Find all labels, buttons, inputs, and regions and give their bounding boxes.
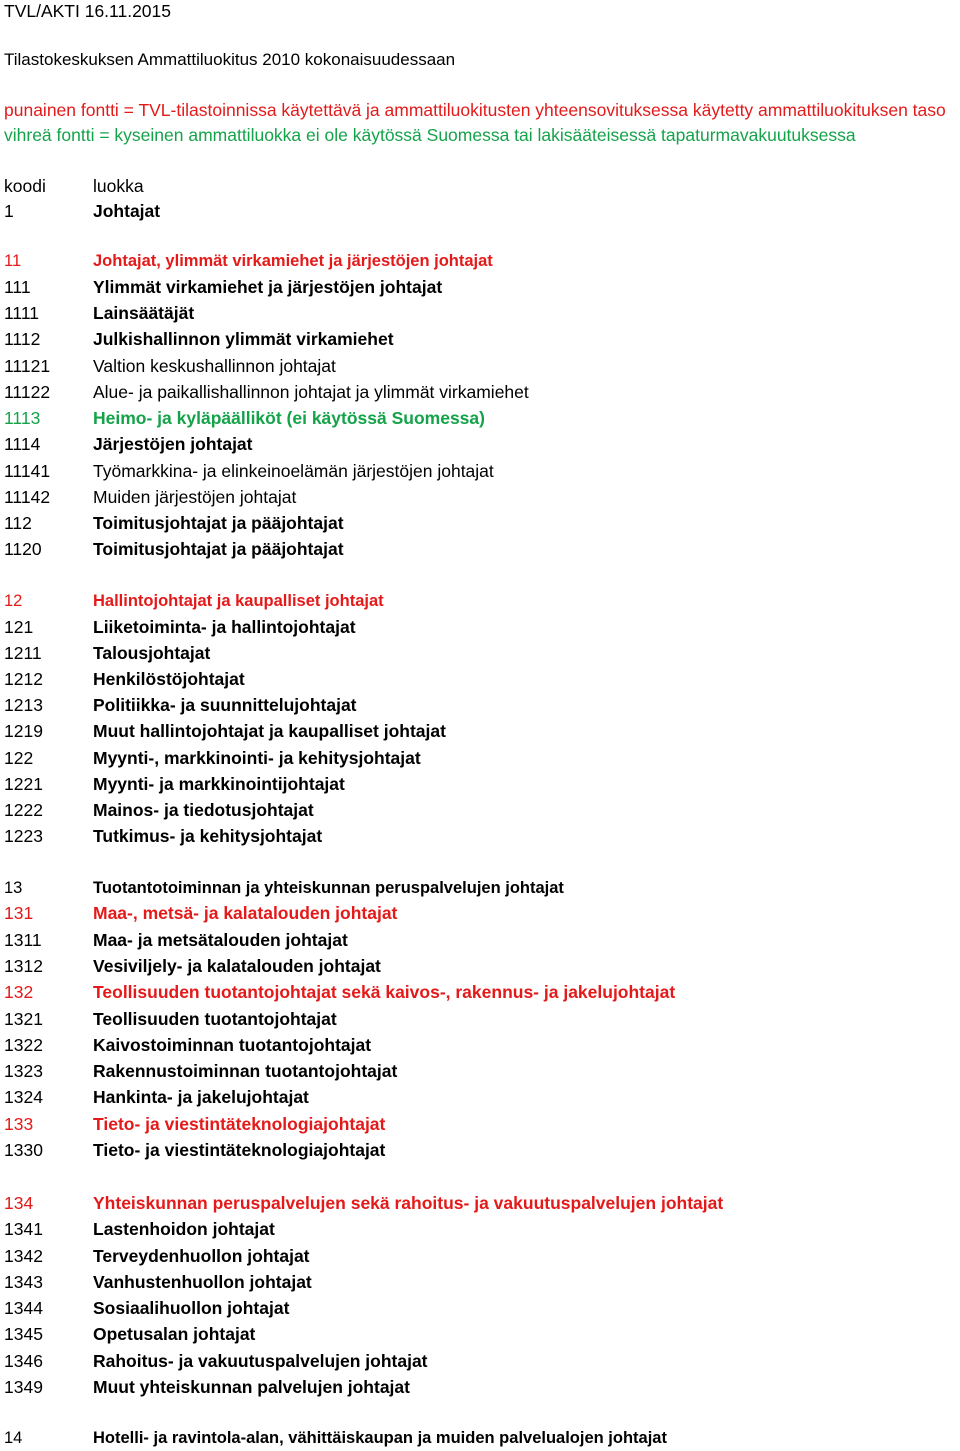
item-code: 1324: [4, 1087, 43, 1107]
item-name: Teollisuuden tuotantojohtajat sekä kaivos-, rakennus- ja jakelujohtajat: [93, 982, 676, 1002]
item-code: 134: [4, 1193, 34, 1213]
item-name: Johtajat, ylimmät virkamiehet ja järjestöjen johtajat: [93, 252, 493, 270]
item-code: 11121: [4, 356, 51, 376]
item-code: 133: [4, 1114, 34, 1134]
item-name: Mainos- ja tiedotusjohtajat: [93, 800, 314, 820]
item-name: Järjestöjen johtajat: [93, 434, 253, 454]
item-code: 132: [4, 982, 34, 1002]
item-code: 1111: [4, 303, 40, 323]
item-name: Valtion keskushallinnon johtajat: [93, 356, 336, 376]
item-name: Talousjohtajat: [93, 643, 211, 663]
item-name: Yhteiskunnan peruspalvelujen sekä rahoitus- ja vakuutuspalvelujen johtajat: [93, 1193, 724, 1213]
item-code: 1349: [4, 1377, 43, 1397]
column-header-code: koodi: [4, 176, 46, 196]
item-name: Maa-, metsä- ja kalatalouden johtajat: [93, 903, 398, 923]
item-code: 1345: [4, 1324, 43, 1344]
item-code: 131: [4, 903, 34, 923]
item-name: Ylimmät virkamiehet ja järjestöjen johtajat: [93, 277, 443, 297]
item-code: 1222: [4, 800, 43, 820]
item-name: Työmarkkina- ja elinkeinoelämän järjestöjen johtajat: [93, 461, 494, 481]
legend-green: vihreä fontti = kyseinen ammattiluokka ei ole käytössä Suomessa tai lakisääteisessä tapaturmavakuutuksessa: [4, 125, 856, 145]
item-code: 1342: [4, 1246, 43, 1266]
item-name: Toimitusjohtajat ja pääjohtajat: [93, 539, 344, 559]
item-code: 1: [4, 201, 14, 221]
item-code: 1321: [4, 1009, 43, 1029]
item-name: Johtajat: [93, 201, 161, 221]
item-name: Maa- ja metsätalouden johtajat: [93, 930, 348, 950]
item-name: Liiketoiminta- ja hallintojohtajat: [93, 617, 356, 637]
item-name: Lainsäätäjät: [93, 303, 195, 323]
item-name: Politiikka- ja suunnittelujohtajat: [93, 695, 357, 715]
item-name: Terveydenhuollon johtajat: [93, 1246, 310, 1266]
item-name: Hallintojohtajat ja kaupalliset johtajat: [93, 592, 384, 610]
item-code: 1343: [4, 1272, 43, 1292]
item-code: 1213: [4, 695, 43, 715]
legend-red: punainen fontti = TVL-tilastoinnissa käytettävä ja ammattiluokitusten yhteensovituksessa käytetty ammattiluokituksen taso: [4, 100, 946, 120]
item-code: 1219: [4, 721, 43, 741]
item-code: 1221: [4, 774, 43, 794]
item-name: Hankinta- ja jakelujohtajat: [93, 1087, 309, 1107]
item-name: Kaivostoiminnan tuotantojohtajat: [93, 1035, 372, 1055]
item-name: Sosiaalihuollon johtajat: [93, 1298, 290, 1318]
item-name: Myynti-, markkinointi- ja kehitysjohtajat: [93, 748, 421, 768]
item-code: 1113: [4, 408, 41, 428]
item-code: 13: [4, 879, 23, 897]
item-name: Muut hallintojohtajat ja kaupalliset johtajat: [93, 721, 446, 741]
item-name: Muiden järjestöjen johtajat: [93, 487, 297, 507]
item-name: Julkishallinnon ylimmät virkamiehet: [93, 329, 394, 349]
item-code: 1120: [4, 539, 42, 559]
item-name: Hotelli- ja ravintola-alan, vähittäiskaupan ja muiden palvelualojen johtajat: [93, 1429, 667, 1447]
column-header-name: luokka: [93, 176, 144, 196]
document-title: Tilastokeskuksen Ammattiluokitus 2010 kokonaisuudessaan: [4, 50, 456, 69]
item-code: 11: [4, 252, 22, 270]
item-name: Lastenhoidon johtajat: [93, 1219, 275, 1239]
item-code: 1112: [4, 329, 41, 349]
item-name: Tieto- ja viestintäteknologiajohtajat: [93, 1140, 386, 1160]
item-name: Tuotantotoiminnan ja yhteiskunnan peruspalvelujen johtajat: [93, 879, 564, 897]
item-name: Muut yhteiskunnan palvelujen johtajat: [93, 1377, 410, 1397]
item-code: 112: [4, 513, 32, 533]
item-name: Tutkimus- ja kehitysjohtajat: [93, 826, 323, 846]
item-code: 1223: [4, 826, 43, 846]
item-code: 11141: [4, 461, 51, 481]
item-name: Myynti- ja markkinointijohtajat: [93, 774, 345, 794]
item-code: 1311: [4, 930, 42, 950]
item-code: 1330: [4, 1140, 43, 1160]
item-code: 121: [4, 617, 34, 637]
item-code: 11142: [4, 487, 51, 507]
item-name: Tieto- ja viestintäteknologiajohtajat: [93, 1114, 386, 1134]
item-code: 11122: [4, 382, 51, 402]
item-name: Toimitusjohtajat ja pääjohtajat: [93, 513, 344, 533]
item-name: Henkilöstöjohtajat: [93, 669, 245, 689]
item-code: 14: [4, 1429, 23, 1447]
item-code: 1344: [4, 1298, 43, 1318]
item-name: Rakennustoiminnan tuotantojohtajat: [93, 1061, 398, 1081]
item-code: 122: [4, 748, 34, 768]
item-name: Vanhustenhuollon johtajat: [93, 1272, 312, 1292]
item-name: Heimo- ja kyläpäälliköt (ei käytössä Suomessa): [93, 408, 485, 428]
item-code: 1312: [4, 956, 43, 976]
item-name: Vesiviljely- ja kalatalouden johtajat: [93, 956, 381, 976]
item-code: 1211: [4, 643, 42, 663]
item-name: Rahoitus- ja vakuutuspalvelujen johtajat: [93, 1351, 428, 1371]
item-name: Teollisuuden tuotantojohtajat: [93, 1009, 337, 1029]
item-code: 1212: [4, 669, 43, 689]
item-code: 111: [4, 277, 31, 297]
item-code: 1322: [4, 1035, 43, 1055]
page-header: TVL/AKTI 16.11.2015: [4, 1, 172, 21]
item-name: Alue- ja paikallishallinnon johtajat ja ylimmät virkamiehet: [93, 382, 529, 402]
item-name: Opetusalan johtajat: [93, 1324, 256, 1344]
item-code: 12: [4, 592, 23, 610]
item-code: 1346: [4, 1351, 43, 1371]
item-code: 1323: [4, 1061, 43, 1081]
item-code: 1114: [4, 434, 41, 454]
item-code: 1341: [4, 1219, 43, 1239]
